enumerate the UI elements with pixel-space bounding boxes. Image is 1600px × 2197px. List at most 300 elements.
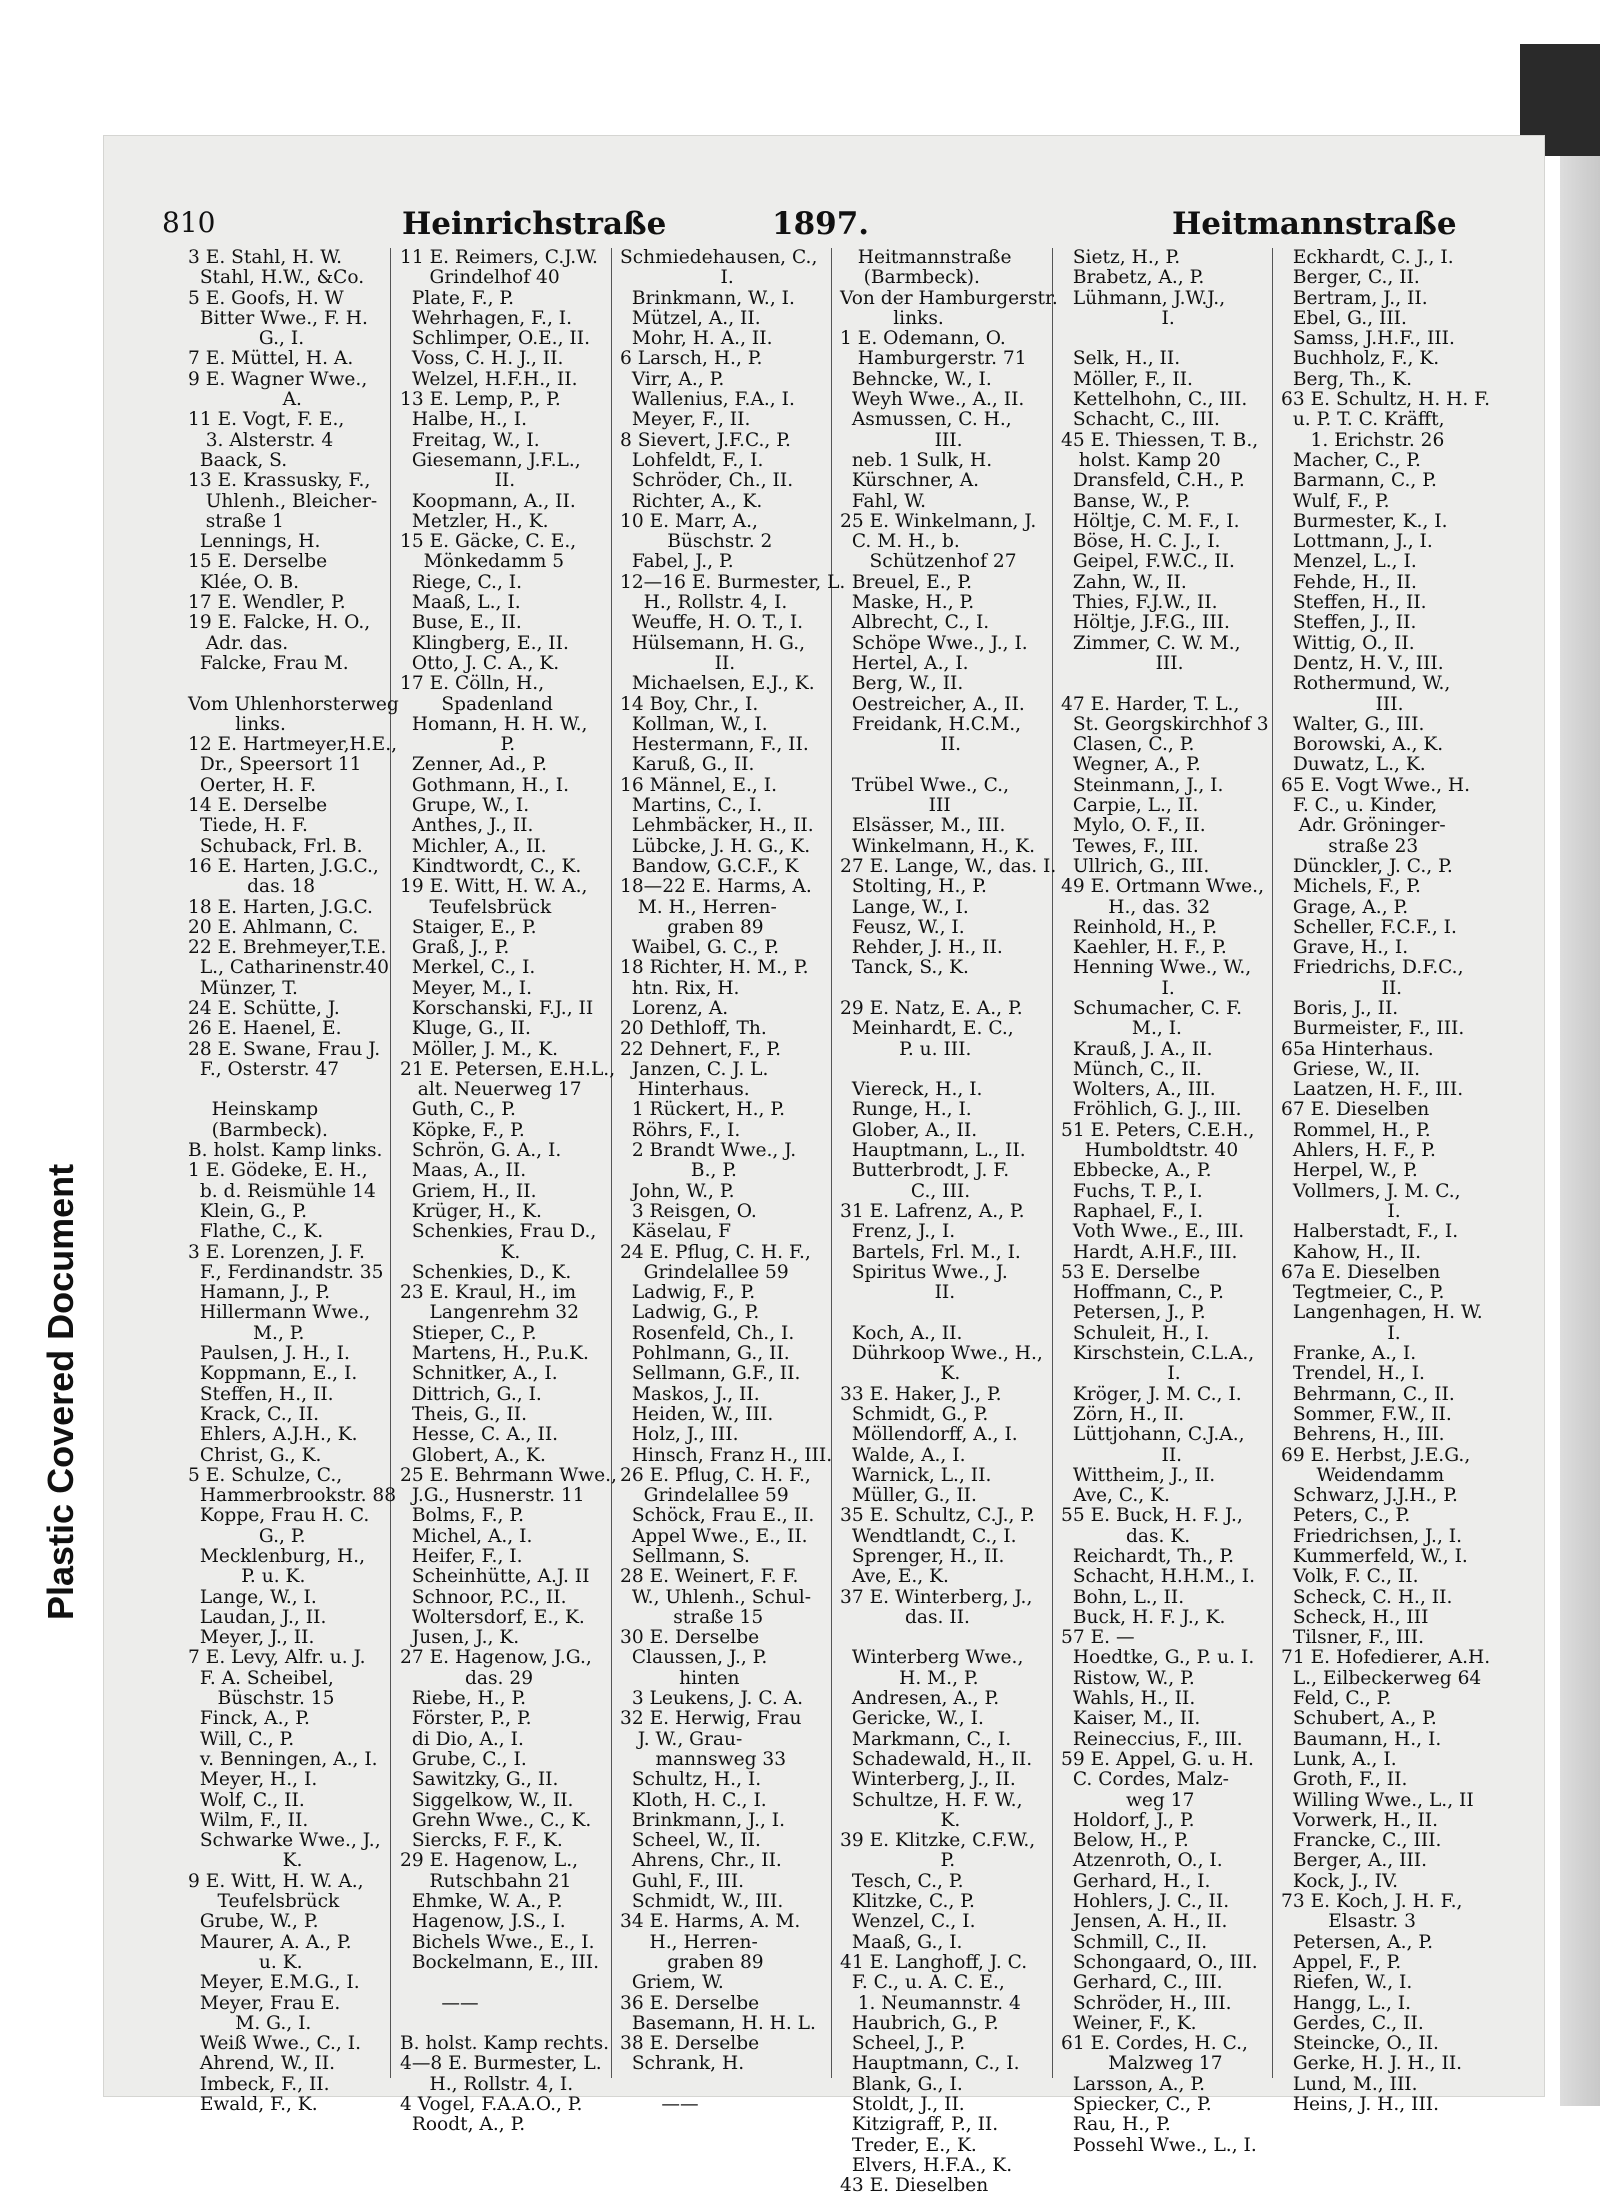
directory-entry-line: Wallenius, F.A., I. <box>620 389 795 411</box>
directory-entry-line: W., Uhlenh., Schul- <box>620 1586 812 1608</box>
directory-columns <box>188 247 1491 2197</box>
directory-entry-line: Pohlmann, G., II. <box>620 1343 790 1365</box>
directory-entry-line: Koch, A., II. <box>840 1322 963 1344</box>
directory-entry-line: 27 E. Hagenow, J.G., <box>400 1647 592 1669</box>
directory-entry-line: H., Rollstr. 4, I. <box>620 592 788 614</box>
directory-entry-line: Henning Wwe., W., <box>1061 957 1252 979</box>
directory-entry-line: Meyer, E.M.G., I. <box>188 1972 360 1994</box>
directory-entry-line: I. <box>1281 1200 1401 1222</box>
directory-entry-line: Lohfeldt, F., I. <box>620 449 764 471</box>
directory-entry-line: Steffen, H., II. <box>188 1383 334 1405</box>
directory-entry-line: Meyer, Frau E. <box>188 1992 341 2014</box>
directory-entry-line: Ahrend, W., II. <box>188 2053 336 2075</box>
directory-entry-line: 59 E. Appel, G. u. H. <box>1061 1748 1254 1770</box>
directory-entry-line: Gericke, W., I. <box>840 1708 984 1730</box>
directory-entry-line: 26 E. Haenel, E. <box>188 1018 342 1040</box>
directory-entry-line: I. <box>620 267 734 289</box>
directory-entry-line: Vollmers, J. M. C., <box>1281 1180 1461 1202</box>
directory-entry-line: Schmill, C., II. <box>1061 1931 1208 1953</box>
directory-entry-line: Kirschstein, C.L.A., <box>1061 1343 1255 1365</box>
directory-entry-line: Glober, A., II. <box>840 1119 978 1141</box>
directory-entry-line: di Dio, A., I. <box>400 1728 524 1750</box>
directory-entry-line: Münzer, T. <box>188 977 298 999</box>
directory-entry-line: 5 E. Goofs, H. W <box>188 287 344 309</box>
directory-entry-line: 1. Erichstr. 26 <box>1281 429 1445 451</box>
directory-entry-line: Förster, P., P. <box>400 1708 532 1730</box>
directory-entry-line: Appel Wwe., E., II. <box>620 1525 808 1547</box>
directory-entry-line: alt. Neuerweg 17 <box>400 1079 582 1101</box>
directory-entry-line: Schrön, G. A., I. <box>400 1140 562 1162</box>
directory-entry-line: Grindelallee 59 <box>620 1485 789 1507</box>
column-5 <box>1061 248 1267 2156</box>
directory-entry-line: 45 E. Thiessen, T. B., <box>1061 429 1259 451</box>
directory-entry-line: Buchholz, F., K. <box>1281 348 1440 370</box>
directory-entry-line: C. M. H., b. <box>840 531 960 553</box>
directory-entry-line: Reineccius, F., III. <box>1061 1728 1243 1750</box>
directory-entry-line: Lübcke, J. H. G., K. <box>620 835 811 857</box>
directory-entry-line: Höltje, C. M. F., I. <box>1061 510 1240 532</box>
directory-entry-line: Possehl Wwe., L., I. <box>1061 2134 1257 2156</box>
directory-entry-line: 24 E. Schütte, J. <box>188 997 340 1019</box>
directory-entry-line: Imbeck, F., II. <box>188 2073 330 2095</box>
directory-entry-line: F., Osterstr. 47 <box>188 1058 340 1080</box>
directory-entry-line: H., das. 32 <box>1061 896 1211 918</box>
directory-entry-line: Dührkoop Wwe., H., <box>840 1343 1043 1365</box>
directory-entry-line: graben 89 <box>620 1951 764 1973</box>
directory-entry-line: Bohn, L., II. <box>1061 1586 1185 1608</box>
directory-entry-line: K. <box>188 1850 303 1872</box>
directory-entry-line <box>188 1080 394 1100</box>
directory-entry-line: Selk, H., II. <box>1061 348 1181 370</box>
directory-entry-line: Michaelsen, E.J., K. <box>620 673 815 695</box>
directory-entry-line: Wittig, O., II. <box>1281 632 1415 654</box>
directory-entry-line: 13 E. Lemp, P., P. <box>400 389 561 411</box>
directory-entry-line: Siercks, F. F., K. <box>400 1830 563 1852</box>
left-running-head: Heinrichstraße <box>402 206 667 242</box>
directory-entry-line: Freitag, W., I. <box>400 429 540 451</box>
directory-entry-line: 30 E. Derselbe <box>620 1627 760 1649</box>
directory-entry-line: Möller, F., II. <box>1061 368 1193 390</box>
directory-entry-line: 25 E. Behrmann Wwe., <box>400 1464 617 1486</box>
directory-entry-line: 65a Hinterhaus. <box>1281 1038 1434 1060</box>
directory-entry-line: Theis, G., II. <box>400 1403 528 1425</box>
directory-entry-line: I. <box>1061 977 1175 999</box>
directory-entry-line: Andresen, A., P. <box>840 1688 1000 1710</box>
directory-entry-line: Claussen, J., P. <box>620 1647 768 1669</box>
directory-entry-line: Dittrich, G., I. <box>400 1383 542 1405</box>
directory-entry-line: 53 E. Derselbe <box>1061 1261 1201 1283</box>
directory-entry-line: Gerhard, H., I. <box>1061 1870 1211 1892</box>
directory-entry-line: Ahrens, Chr., II. <box>620 1850 782 1872</box>
directory-entry-line: 15 E. Derselbe <box>188 551 328 573</box>
directory-entry-line: Buck, H. F. J., K. <box>1061 1606 1226 1628</box>
directory-entry-line: Plate, F., P. <box>400 287 515 309</box>
directory-entry-line: Scheck, H., III <box>1281 1606 1429 1628</box>
directory-entry-line: Hertel, A., I. <box>840 652 969 674</box>
directory-entry-line: Graß, J., P. <box>400 937 510 959</box>
directory-entry-line: Lange, W., I. <box>840 896 969 918</box>
directory-entry-line: Spiecker, C., P. <box>1061 2094 1212 2116</box>
directory-entry-line: Kahow, H., II. <box>1281 1241 1422 1263</box>
directory-entry-line <box>620 2075 826 2095</box>
directory-entry-line: 18 Richter, H. M., P. <box>620 957 809 979</box>
directory-entry-line: Heins, J. H., III. <box>1281 2094 1440 2116</box>
directory-entry-line: Karuß, G., II. <box>620 754 755 776</box>
column-6 <box>1281 247 1491 2116</box>
directory-entry-line: Bichels Wwe., E., I. <box>400 1931 595 1953</box>
directory-entry-line: hinten <box>620 1667 740 1689</box>
directory-entry-line: Hauptmann, C., I. <box>840 2053 1020 2075</box>
directory-entry-line: Büschstr. 2 <box>620 531 773 553</box>
directory-entry-line: III. <box>840 429 963 451</box>
directory-entry-line: Gothmann, H., I. <box>400 774 570 796</box>
directory-entry-line: Rau, H., P. <box>1061 2114 1171 2136</box>
directory-entry-line: Will, C., P. <box>188 1728 295 1750</box>
directory-entry-line: Samss, J.H.F., III. <box>1281 328 1455 350</box>
directory-entry-line: 13 E. Krassusky, F., <box>188 470 371 492</box>
directory-entry-line: Schultz, H., I. <box>620 1769 762 1791</box>
directory-entry-line: Tiede, H. F. <box>188 815 308 837</box>
directory-entry-line: Viereck, H., I. <box>840 1079 983 1101</box>
directory-entry-line: 67a E. Dieselben <box>1281 1261 1441 1283</box>
directory-entry-line: Hagenow, J.S., I. <box>400 1911 566 1933</box>
directory-entry-line: Woltersdorf, E., K. <box>400 1606 585 1628</box>
directory-entry-line: Ave, E., K. <box>840 1566 949 1588</box>
directory-entry-line: Böse, H. C. J., I. <box>1061 531 1221 553</box>
directory-entry-line: Langenrehm 32 <box>400 1302 579 1324</box>
directory-entry-line: 67 E. Dieselben <box>1281 1099 1430 1121</box>
directory-entry-line: Lund, M., III. <box>1281 2073 1418 2095</box>
directory-entry-line: Flathe, C., K. <box>188 1221 324 1243</box>
directory-entry-line: Grube, C., I. <box>400 1748 527 1770</box>
directory-entry-line: Maas, A., II. <box>400 1160 527 1182</box>
directory-entry-line: Grave, H., I. <box>1281 937 1409 959</box>
directory-entry-line: Schöck, Frau E., II. <box>620 1505 815 1527</box>
directory-entry-line: Mohr, H. A., II. <box>620 328 773 350</box>
directory-entry-line: 16 Männel, E., I. <box>620 774 777 796</box>
directory-entry-line: Kluge, G., II. <box>400 1018 531 1040</box>
directory-entry-line: Holdorf, J., P. <box>1061 1809 1195 1831</box>
directory-entry-line: M. H., Herren- <box>620 896 777 918</box>
directory-entry-line: Scheinhütte, A.J. II <box>400 1566 590 1588</box>
directory-entry-line: I. <box>1061 307 1175 329</box>
directory-entry-line: Voss, C. H. J., II. <box>400 348 564 370</box>
directory-entry-line: Klingberg, E., II. <box>400 632 569 654</box>
directory-entry-line: B., P. <box>620 1160 737 1182</box>
directory-entry-line: Tegtmeier, C., P. <box>1281 1282 1445 1304</box>
directory-entry-line: links. <box>188 713 286 735</box>
directory-entry-line: II. <box>620 652 736 674</box>
directory-entry-line: Franke, A., I. <box>1281 1343 1417 1365</box>
directory-entry-line: 16 E. Harten, J.G.C., <box>188 855 379 877</box>
directory-entry-line: Bertram, J., II. <box>1281 287 1428 309</box>
directory-entry-line: Guhl, F., III. <box>620 1870 745 1892</box>
directory-entry-line: Zahn, W., II. <box>1061 571 1187 593</box>
directory-entry-line: Wegner, A., P. <box>1061 754 1201 776</box>
directory-entry-line: Oerter, H. F. <box>188 774 317 796</box>
directory-entry-line: Bandow, G.C.F., K <box>620 855 799 877</box>
directory-entry-line: Berg, Th., K. <box>1281 368 1413 390</box>
directory-entry-line: Schongaard, O., III. <box>1061 1951 1258 1973</box>
directory-entry-line: F., Ferdinandstr. 35 <box>188 1261 384 1283</box>
directory-entry-line: Grehn Wwe., C., K. <box>400 1809 592 1831</box>
directory-entry-line: Ladwig, G., P. <box>620 1302 760 1324</box>
directory-entry-line: Halberstadt, F., I. <box>1281 1221 1459 1243</box>
directory-entry-line: Anthes, J., II. <box>400 815 534 837</box>
directory-entry-line: Koppmann, E., I. <box>188 1363 358 1385</box>
directory-entry-line: H., Herren- <box>620 1931 758 1953</box>
directory-entry-line: Schmidt, G., P. <box>840 1403 989 1425</box>
directory-entry-line: 51 E. Peters, C.E.H., <box>1061 1119 1255 1141</box>
directory-entry-line: —— <box>620 2094 699 2116</box>
directory-entry-line: Hardt, A.H.F., III. <box>1061 1241 1238 1263</box>
directory-entry-line: Fabel, J., P. <box>620 551 734 573</box>
directory-entry-line: M. G., I. <box>188 2012 312 2034</box>
directory-entry-line: 10 E. Marr, A., <box>620 510 758 532</box>
directory-entry-line: Elvers, H.F.A., K. <box>840 2154 1013 2176</box>
directory-entry-line: 34 E. Harms, A. M. <box>620 1911 801 1933</box>
directory-entry-line: Büschstr. 15 <box>188 1688 335 1710</box>
directory-entry-line: III <box>840 795 951 817</box>
directory-entry-line: Ristow, W., P. <box>1061 1667 1195 1689</box>
directory-entry-line: 3 E. Lorenzen, J. F. <box>188 1241 365 1263</box>
directory-entry-line: Stolting, H., P. <box>840 876 987 898</box>
directory-entry-line: Ahlers, H. F., P. <box>1281 1140 1436 1162</box>
directory-entry-line: Winterberg, J., II. <box>840 1769 1016 1791</box>
directory-entry-line: 25 E. Winkelmann, J. <box>840 510 1037 532</box>
directory-entry-line: b. d. Reismühle 14 <box>188 1180 376 1202</box>
directory-entry-line: III. <box>1061 652 1184 674</box>
directory-entry-line: Welzel, H.F.H., II. <box>400 368 578 390</box>
directory-entry-line: Schuleit, H., I. <box>1061 1322 1210 1344</box>
directory-entry-line: Schadewald, H., II. <box>840 1748 1033 1770</box>
directory-entry-line: Behrmann, C., II. <box>1281 1383 1455 1405</box>
directory-entry-line: Kaiser, M., II. <box>1061 1708 1201 1730</box>
directory-entry-line: G., I. <box>188 328 305 350</box>
directory-entry-line: Tewes, F., III. <box>1061 835 1199 857</box>
directory-entry-line: 20 Dethloff, Th. <box>620 1018 767 1040</box>
directory-entry-line: Gerke, H. J. H., II. <box>1281 2053 1463 2075</box>
directory-entry-line: 3. Alsterstr. 4 <box>188 429 334 451</box>
directory-entry-line: Carpie, L., II. <box>1061 795 1199 817</box>
directory-entry-line: Warnick, L., II. <box>840 1464 992 1486</box>
directory-entry-line: 1. Neumannstr. 4 <box>840 1992 1021 2014</box>
directory-entry-line: Bitter Wwe., F. H. <box>188 307 368 329</box>
directory-entry-line: Schenkies, Frau D., <box>400 1221 597 1243</box>
directory-entry-line: St. Georgskirchhof 3 <box>1061 713 1269 735</box>
directory-entry-line: 27 E. Lange, W., das. I. <box>840 855 1057 877</box>
directory-entry-line: Metzler, H., K. <box>400 510 549 532</box>
directory-entry-line: Stahl, H.W., &Co. <box>188 267 365 289</box>
directory-entry-line: Elsastr. 3 <box>1281 1911 1416 1933</box>
directory-entry-line: Feld, C., P. <box>1281 1688 1392 1710</box>
directory-entry-line: H. M., P. <box>840 1667 979 1689</box>
side-label-text: Plastic Covered Document <box>40 1163 81 1620</box>
directory-entry-line: Schacht, C., III. <box>1061 409 1220 431</box>
directory-entry-line: 12—16 E. Burmester, L. <box>620 571 846 593</box>
directory-entry-line: Schrank, H. <box>620 2053 745 2075</box>
directory-entry-line: straße 23 <box>1281 835 1419 857</box>
directory-entry-line: G., P. <box>188 1525 306 1547</box>
directory-entry-line: 63 E. Schultz, H. H. F. <box>1281 389 1491 411</box>
directory-entry-line: 26 E. Pflug, C. H. F., <box>620 1464 811 1486</box>
directory-entry-line: Koopmann, A., II. <box>400 490 576 512</box>
directory-entry-line: 21 E. Petersen, E.H.L., <box>400 1058 616 1080</box>
directory-entry-line: u. P. T. C. Kräfft, <box>1281 409 1445 431</box>
directory-entry-line: Eckhardt, C. J., I. <box>1281 247 1454 268</box>
directory-entry-line: 33 E. Haker, J., P. <box>840 1383 1002 1405</box>
side-label <box>28 1100 88 1800</box>
directory-entry-line: Wahls, H., II. <box>1061 1688 1196 1710</box>
directory-entry-line: Geipel, F.W.C., II. <box>1061 551 1235 573</box>
directory-entry-line: Dünckler, J. C., P. <box>1281 855 1453 877</box>
directory-entry-line: II. <box>1061 1444 1183 1466</box>
directory-entry-line: Maaß, L., I. <box>400 592 521 614</box>
directory-entry-line: Boris, J., II. <box>1281 997 1399 1019</box>
directory-entry-line: Vom Uhlenhorsterweg <box>188 693 399 715</box>
directory-entry-line: 29 E. Natz, E. A., P. <box>840 997 1023 1019</box>
directory-entry-line: Scheller, F.C.F., I. <box>1281 916 1457 938</box>
directory-entry-line: Koppe, Frau H. C. <box>188 1505 370 1527</box>
directory-entry-line: 17 E. Wendler, P. <box>188 592 346 614</box>
directory-entry-line: B. holst. Kamp rechts. <box>400 2033 610 2055</box>
directory-entry-line: 14 Boy, Chr., I. <box>620 693 759 715</box>
directory-entry-line: 1 E. Odemann, O. <box>840 328 1006 350</box>
directory-entry-line: 19 E. Falcke, H. O., <box>188 612 371 634</box>
directory-entry-line: Michler, A., II. <box>400 835 547 857</box>
directory-entry-line: Kummerfeld, W., I. <box>1281 1546 1468 1567</box>
directory-entry-line: Lorenz, A. <box>620 997 729 1019</box>
directory-entry-line: Voth Wwe., E., III. <box>1061 1221 1245 1243</box>
directory-entry-line: Staiger, E., P. <box>400 916 537 938</box>
directory-entry-line: Tesch, C., P. <box>840 1870 964 1892</box>
directory-entry-line: Hinsch, Franz H., III. <box>620 1444 833 1466</box>
directory-entry-line: 11 E. Vogt, F. E., <box>188 409 345 431</box>
directory-entry-line: Baumann, H., I. <box>1281 1728 1442 1750</box>
directory-entry-line: Heinskamp <box>188 1099 319 1121</box>
directory-entry-line: 14 E. Derselbe <box>188 795 328 817</box>
directory-entry-line: Ladwig, F., P. <box>620 1282 756 1304</box>
directory-entry-line: Reichardt, Th., P. <box>1061 1546 1235 1567</box>
directory-entry-line: Griem, H., II. <box>400 1180 537 1202</box>
directory-entry-line: Wolf, C., II. <box>188 1789 305 1811</box>
directory-entry-line: Bolms, F., P. <box>400 1505 525 1527</box>
directory-entry-line: Homann, H. H. W., <box>400 713 588 735</box>
directory-entry-line: Breuel, E., P. <box>840 571 973 593</box>
directory-entry-line: 36 E. Derselbe <box>620 1992 760 2014</box>
directory-entry-line: Höltje, J.F.G., III. <box>1061 612 1230 634</box>
directory-entry-line: II. <box>840 734 962 756</box>
directory-entry-line: 61 E. Cordes, H. C., <box>1061 2033 1248 2055</box>
directory-entry-line: Virr, A., P. <box>620 368 725 390</box>
directory-entry-line: Michels, F., P. <box>1281 876 1421 898</box>
directory-entry-line: Meyer, M., I. <box>400 977 533 999</box>
directory-entry-line: Kindtwordt, C., K. <box>400 855 582 877</box>
directory-entry-line: Herpel, W., P. <box>1281 1160 1418 1182</box>
directory-entry-line: Schnoor, P.C., II. <box>400 1586 567 1608</box>
directory-entry-line <box>1061 674 1267 694</box>
directory-entry-line: II. <box>840 1282 956 1304</box>
directory-entry-line: Griem, W. <box>620 1972 724 1994</box>
directory-entry-line: Berg, W., II. <box>840 673 964 695</box>
directory-entry-line: Kröger, J. M. C., I. <box>1061 1383 1242 1405</box>
directory-entry-line: 3 Leukens, J. C. A. <box>620 1688 804 1710</box>
directory-entry-line: Duwatz, L., K. <box>1281 754 1426 776</box>
directory-entry-line: Oestreicher, A., II. <box>840 693 1025 715</box>
directory-entry-line: Hillermann Wwe., <box>188 1302 371 1324</box>
directory-entry-line: P. <box>400 734 516 756</box>
directory-entry-line: L., Catharinenstr.40 <box>188 957 389 979</box>
directory-entry-line: Grube, W., P. <box>188 1911 319 1933</box>
directory-entry-line: 8 Sievert, J.F.C., P. <box>620 429 791 451</box>
directory-entry-line: Vorwerk, H., II. <box>1281 1809 1439 1831</box>
directory-entry-line: Schenkies, D., K. <box>400 1261 572 1283</box>
directory-entry-line: H., Rollstr. 4, I. <box>400 2073 574 2095</box>
right-running-head: Heitmannstraße <box>1172 206 1457 242</box>
directory-entry-line: Maurer, A. A., P. <box>188 1931 352 1953</box>
directory-entry-line: Kaehler, H. F., P. <box>1061 937 1227 959</box>
directory-entry-line: Holz, J., III. <box>620 1424 739 1446</box>
directory-entry-line: (Barmbeck). <box>188 1119 328 1141</box>
directory-entry-line: Stoldt, J., II. <box>840 2094 965 2116</box>
directory-entry-line: Roodt, A., P. <box>400 2114 526 2136</box>
directory-entry-line: 38 E. Derselbe <box>620 2033 760 2055</box>
directory-entry-line: Petersen, J., P. <box>1061 1302 1206 1324</box>
directory-entry-line: Meyer, F., II. <box>620 409 751 431</box>
directory-entry-line: Globert, A., K. <box>400 1444 546 1466</box>
directory-entry-line: Bartels, Frl. M., I. <box>840 1241 1021 1263</box>
directory-entry-line: Hoffmann, C., P. <box>1061 1282 1224 1304</box>
directory-entry-line: Von der Hamburgerstr. <box>840 287 1058 309</box>
directory-entry-line: 9 E. Wagner Wwe., <box>188 368 368 390</box>
directory-entry-line: Frenz, J., I. <box>840 1221 956 1243</box>
directory-entry-line: II. <box>400 470 516 492</box>
directory-entry-line: Jensen, A. H., II. <box>1061 1911 1228 1933</box>
directory-entry-line: B. holst. Kamp links. <box>188 1140 383 1162</box>
directory-entry-line: Korschanski, F.J., II <box>400 997 594 1019</box>
directory-entry-line: F. C., u. A. C. E., <box>840 1972 1005 1994</box>
directory-entry-line: Fröhlich, G. J., III. <box>1061 1099 1242 1121</box>
directory-entry-line: Riege, C., I. <box>400 571 523 593</box>
directory-entry-line: holst. Kamp 20 <box>1061 449 1221 471</box>
directory-entry-line: Rothermund, W., <box>1281 673 1451 695</box>
directory-entry-line <box>840 755 1046 775</box>
directory-entry-line: 49 E. Ortmann Wwe., <box>1061 876 1264 898</box>
directory-entry-line: Möller, J. M., K. <box>400 1038 559 1060</box>
directory-entry-line: Blank, G., I. <box>840 2073 963 2095</box>
directory-entry-line: 73 E. Koch, J. H. F., <box>1281 1891 1463 1913</box>
directory-entry-line: Behrens, H., III. <box>1281 1424 1445 1446</box>
column-3 <box>620 247 846 2116</box>
directory-entry-line: 15 E. Gäcke, C. E., <box>400 531 577 553</box>
directory-entry-line: Heiden, W., III. <box>620 1403 774 1425</box>
directory-entry-line: straße 1 <box>188 510 284 532</box>
directory-entry-line: C., III. <box>840 1180 971 1202</box>
directory-entry-line: Adr. Gröninger- <box>1281 815 1446 837</box>
directory-entry-line: Gerhard, C., III. <box>1061 1972 1223 1994</box>
directory-entry-line: Rehder, J. H., II. <box>840 937 1003 959</box>
directory-entry-line: Fehde, H., II. <box>1281 571 1417 593</box>
directory-entry-line: Freidank, H.C.M., <box>840 713 1022 735</box>
directory-entry-line: Riebe, H., P. <box>400 1688 527 1710</box>
directory-entry-line: Below, H., P. <box>1061 1830 1189 1852</box>
directory-entry-line: Peters, C., P. <box>1281 1505 1411 1527</box>
directory-entry-line: 9 E. Witt, H. W. A., <box>188 1870 364 1892</box>
directory-entry-line: Tanck, S., K. <box>840 957 969 979</box>
directory-entry-line: Schacht, H.H.M., I. <box>1061 1566 1255 1588</box>
directory-entry-line: weg 17 <box>1061 1789 1195 1811</box>
directory-entry-line: Rutschbahn 21 <box>400 1870 572 1892</box>
